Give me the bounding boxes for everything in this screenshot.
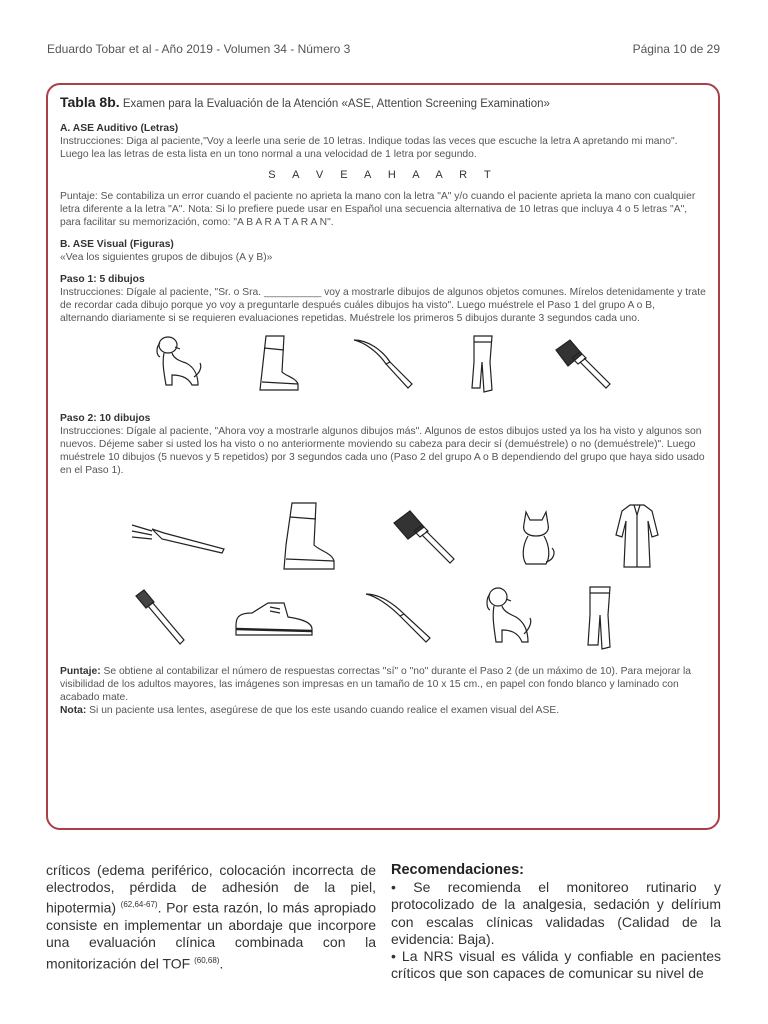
step2-instructions: Instrucciones: Dígale al paciente, "Ahora voy a mostrarle algunos dibujos más". Algunos de estos dibujos usted ya los ha visto y algunos son nuevos. Déjeme saber si usted los ha visto o no anteriormente moviendo su cabeza para decir sí (demuéstrele) o no (demuéstrele)". Luego muéstrele 10 dibujos (5 nuevos y 5 repetidos) por 3 segundos cada uno (Paso 2 del grupo A o B dependiendo del grupo que haya sido usado en el Paso 1). [60,426,705,476]
recommendation-item: • Se recomienda el monitoreo rutinario y protocolizado de la analgesia, sedación y delírium con escalas clínicas validadas (Calidad de la evidencia: Baja). [391,879,721,947]
auditory-heading: A. ASE Auditivo (Letras) [60,123,179,134]
citation-1: (62,64-67) [120,900,158,910]
body-right-column [391,862,721,982]
step2-images-row1 [60,497,706,577]
table-title [60,94,706,110]
body-text-2: . Por esta razón, lo más apropiado consiste en implementar un abordaje que incorpore una evaluación clínica combinada con la monitorización del TOF [46,900,376,972]
toothbrush-icon [132,586,186,650]
pants-icon [582,583,618,653]
table-caption: Examen para la Evaluación de la Atención «ASE, Attention Screening Examination» [119,98,550,110]
body-text-1: críticos (edema periférico, colocación incorrecta de electrodos, pérdida de adhesión de la piel, hipotermia) [46,862,376,917]
step1-instructions: Instrucciones: Dígale al paciente, "Sr. o Sra. __________ voy a mostrarle dibujos de algunos objetos comunes. Mírelos detenidamente y trate de recordar cada dibujo porque yo voy a preguntarle después cuáles dibujos ha visto". Luego muéstrele el Paso 1 del grupo A o B, alternando diariamente si se requieren evaluaciones repetidas. Muéstrele los primeros 5 dibujos durante 3 segundos cada uno. [60,287,706,324]
journal-citation: Eduardo Tobar et al - Año 2019 - Volumen 34 - Número 3 [47,42,351,56]
note-text: Si un paciente usa lentes, asegúrese de que los este usando cuando realice el examen visual del ASE. [86,705,560,716]
knife-icon [362,590,434,646]
boot-icon [280,499,336,575]
step1-images [60,325,706,403]
pants-icon [466,332,500,396]
recommendation-item: • La NRS visual es válida y confiable en pacientes críticos que son capaces de comunicar su nivel de [391,948,721,982]
shoe-icon [232,595,316,641]
step2-images-row2 [60,579,706,657]
score-label: Puntaje: [60,666,101,677]
cat-icon [514,506,558,568]
body-text-3: . [219,955,224,972]
page-header [47,42,720,58]
paintbrush-icon [550,336,616,392]
table-label: Tabla 8b. [60,94,120,110]
fork-icon [130,517,226,557]
dress-icon [612,501,662,573]
score-text: Se obtiene al contabilizar el número de respuestas correctas "sí" o "no" durante el Paso 2 (de un máximo de 10). Para mejorar la visibilidad de los adultos mayores, las imágenes son impresas en un tamaño de 10 x 15 cm., en papel con fondo blanco y laminado con acabado mate. [60,666,692,703]
note-label: Nota: [60,705,87,716]
auditory-instructions: Instrucciones: Diga al paciente,"Voy a leerle una serie de 10 letras. Indique todas las veces que escuche la letra A apretando mi mano". Luego lea las letras de esta lista en un tono normal a una velocidad de 1 letra por segundo. [60,136,678,160]
step2-heading: Paso 2: 10 dibujos [60,413,151,424]
dog-icon [480,584,536,652]
boot-icon [256,332,300,396]
dog-icon [150,333,206,395]
knife-icon [350,334,416,394]
citation-2: (60,68) [194,955,220,965]
step1-heading: Paso 1: 5 dibujos [60,274,145,285]
body-left-column [46,862,376,973]
score-note [60,665,706,717]
auditory-score: Puntaje: Se contabiliza un error cuando el paciente no aprieta la mano con la letra "A" y/o cuando el paciente aprieta la mano con cualquier letra diferente a la letra "A". Nota: Si lo prefiere puede usar en Español una secuencia alternativa de 10 letras que incluya 4 o 5 letras "A", para facilitar su memorización, como: "A B A R A T A R A N". [60,191,696,228]
recommendations-heading: Recomendaciones: [391,862,524,878]
letter-sequence: S A V E A H A A R T [268,169,498,181]
page-number: Página 10 de 29 [632,42,720,56]
table-8b [46,83,720,830]
visual-subtitle: «Vea los siguientes grupos de dibujos (A y B)» [60,252,273,263]
visual-heading: B. ASE Visual (Figuras) [60,239,174,250]
paintbrush-icon [390,507,460,567]
